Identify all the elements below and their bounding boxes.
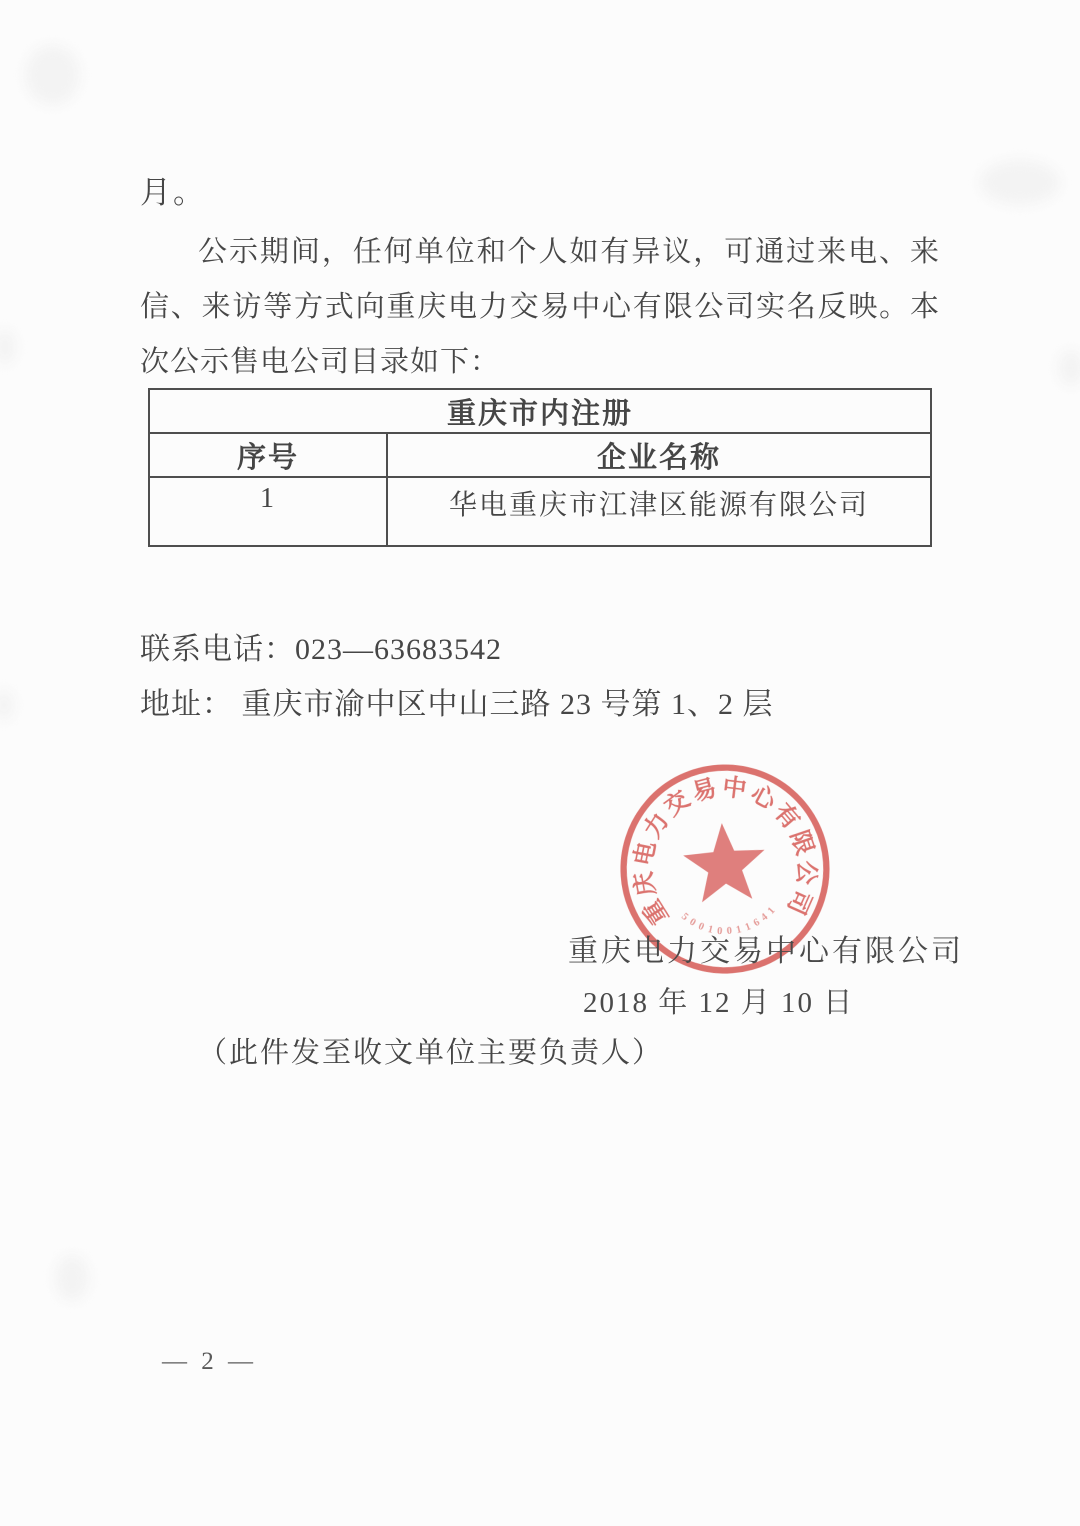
scan-artifact (55, 1255, 89, 1301)
svg-text:0: 0 (687, 916, 698, 929)
svg-text:心: 心 (746, 780, 780, 816)
svg-text:6: 6 (751, 916, 762, 930)
signature-date: 2018 年 12 月 10 日 (583, 987, 855, 1019)
body-paragraph: 公示期间，任何单位和个人如有异议，可通过来电、来信、来访等方式向重庆电力交易中心有限公司实名反映。本次公示售电公司目录如下： (140, 236, 940, 378)
cell-company-name: 华电重庆市江津区能源有限公司 (387, 477, 931, 546)
svg-text:0: 0 (716, 925, 723, 938)
svg-text:有: 有 (768, 799, 805, 835)
svg-text:庆: 庆 (630, 869, 661, 898)
column-header-index: 序号 (149, 433, 387, 477)
table-row (149, 477, 931, 546)
table-title: 重庆市内注册 (149, 389, 931, 433)
column-header-company: 企业名称 (387, 433, 931, 477)
svg-text:1: 1 (735, 924, 743, 937)
table-title-row (149, 389, 931, 433)
signature-company: 重庆电力交易中心有限公司 (568, 935, 964, 968)
scan-artifact (0, 690, 14, 720)
svg-text:0: 0 (726, 925, 733, 938)
scan-artifact (1058, 350, 1080, 386)
contact-phone: 联系电话：023—63683542 (140, 633, 502, 666)
svg-text:交: 交 (660, 786, 695, 822)
cell-index: 1 (149, 477, 387, 546)
fragment-text: 月。 (140, 175, 206, 210)
scan-artifact (25, 45, 80, 105)
svg-text:电: 电 (630, 839, 662, 869)
svg-text:1: 1 (706, 924, 715, 936)
address-line: 地址： 重庆市渝中区中山三路 23 号第 1、2 层 (140, 688, 774, 721)
svg-text:重: 重 (639, 894, 675, 929)
directory-table (148, 388, 932, 547)
svg-text:0: 0 (696, 920, 706, 934)
svg-text:1: 1 (743, 921, 753, 934)
svg-text:5: 5 (679, 911, 691, 923)
distribution-note: （此件发至收文单位主要负责人） (198, 1037, 664, 1069)
table-header-row (149, 433, 931, 477)
star-icon (681, 820, 768, 903)
svg-text:公: 公 (791, 860, 819, 886)
page-number: — 2 — (162, 1348, 257, 1375)
scan-artifact (0, 330, 16, 364)
svg-text:限: 限 (784, 827, 818, 859)
svg-text:易: 易 (689, 775, 720, 807)
svg-text:4: 4 (759, 911, 771, 924)
scan-artifact (980, 160, 1060, 205)
svg-text:司: 司 (781, 885, 816, 918)
svg-text:1: 1 (765, 905, 778, 917)
svg-text:力: 力 (639, 808, 675, 843)
svg-text:中: 中 (720, 774, 748, 804)
